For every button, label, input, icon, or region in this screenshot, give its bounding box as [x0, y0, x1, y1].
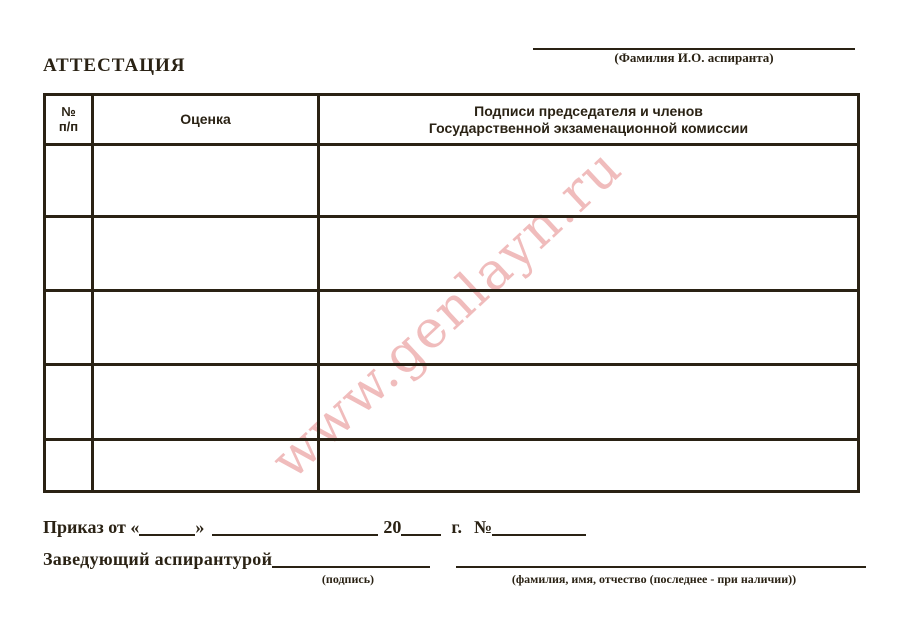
table-cell-grade	[93, 217, 319, 291]
table-cell-grade	[93, 365, 319, 440]
aspirant-name-line	[533, 48, 855, 65]
watermark-text: www.genlayn.ru	[260, 136, 634, 492]
table-cell-signatures	[319, 440, 859, 492]
table-row	[45, 145, 859, 217]
order-close-quote: »	[195, 517, 205, 537]
table-row	[45, 291, 859, 365]
order-number-blank	[492, 520, 586, 536]
column-header-number	[45, 95, 93, 145]
page-title: АТТЕСТАЦИЯ	[43, 55, 186, 76]
column-header-signatures-line1: Подписи председателя и членов	[474, 102, 703, 119]
column-header-number-line1: №	[61, 103, 76, 119]
order-year-suffix: г.	[451, 517, 462, 537]
table-cell-num	[45, 440, 93, 492]
column-header-number-line2: п/п	[58, 118, 79, 134]
signature-caption: (подпись)	[321, 572, 375, 586]
attestation-table-header	[45, 95, 859, 145]
signature-blank	[272, 552, 430, 568]
table-row	[45, 440, 859, 492]
table-cell-signatures	[319, 217, 859, 291]
table-cell-num	[45, 217, 93, 291]
table-cell-grade	[93, 291, 319, 365]
table-row	[45, 217, 859, 291]
table-header-row	[45, 95, 859, 145]
column-header-signatures-line2: Государственной экзаменационной комиссии	[428, 119, 749, 136]
order-line	[43, 517, 586, 539]
table-cell-num	[45, 145, 93, 217]
aspirant-line-caption: (Фамилия И.О. аспиранта)	[614, 50, 774, 65]
attestation-table-body	[45, 145, 859, 492]
order-line-prefix: Приказ от «	[43, 517, 140, 537]
order-number-sign: №	[473, 517, 493, 537]
table-cell-num	[45, 291, 93, 365]
table-cell-grade	[93, 145, 319, 217]
column-header-grade: Оценка	[93, 95, 319, 145]
full-name-blank	[456, 552, 866, 568]
table-cell-signatures	[319, 145, 859, 217]
order-year-blank	[401, 520, 441, 536]
order-month-blank	[212, 520, 378, 536]
table-cell-grade	[93, 440, 319, 492]
head-of-postgraduate-line	[43, 549, 866, 571]
full-name-caption: (фамилия, имя, отчество (последнее - при наличии))	[511, 572, 797, 586]
table-cell-num	[45, 365, 93, 440]
table-cell-signatures	[319, 291, 859, 365]
table-row	[45, 365, 859, 440]
head-of-postgraduate-label: Заведующий аспирантурой	[43, 549, 273, 569]
attestation-table	[43, 93, 860, 493]
order-year-prefix: 20	[383, 517, 402, 537]
order-day-blank	[139, 520, 195, 536]
column-header-signatures	[319, 95, 859, 145]
table-cell-signatures	[319, 365, 859, 440]
